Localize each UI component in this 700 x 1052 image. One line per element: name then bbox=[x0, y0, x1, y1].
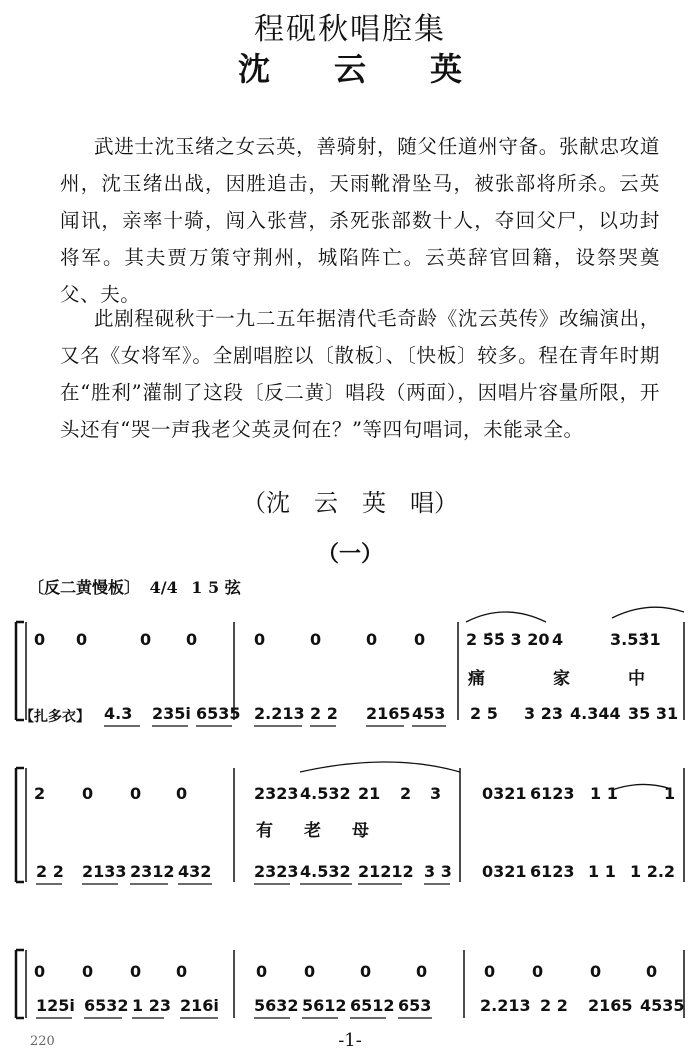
note: 0 bbox=[256, 962, 268, 981]
accomp-note: 1 2.2 bbox=[630, 862, 676, 881]
note: 2 bbox=[400, 784, 412, 803]
note: 0 bbox=[186, 630, 198, 649]
note: 0 bbox=[140, 630, 152, 649]
system-bracket bbox=[16, 768, 24, 882]
accomp-note: 5612 bbox=[302, 996, 347, 1015]
note: 1 bbox=[664, 784, 676, 803]
slur bbox=[466, 612, 546, 622]
note: 6123 bbox=[530, 784, 575, 803]
note: 0 bbox=[82, 784, 94, 803]
accomp-note: 2323 bbox=[254, 862, 299, 881]
note: 0 bbox=[34, 962, 46, 981]
accomp-note: 3 23 bbox=[524, 704, 563, 723]
lyric: 老 bbox=[304, 821, 321, 841]
accomp-note: 4.344 bbox=[570, 704, 621, 723]
note: 0 bbox=[130, 784, 142, 803]
accomp-note: 653 bbox=[398, 996, 432, 1015]
accomp-note: 6532 bbox=[84, 996, 129, 1015]
note: 0 bbox=[176, 784, 188, 803]
note: 0 bbox=[366, 630, 378, 649]
note: 2323 bbox=[254, 784, 299, 803]
accomp-note: 432 bbox=[178, 862, 212, 881]
note: 0 bbox=[416, 962, 428, 981]
note: 0 bbox=[646, 962, 658, 981]
lyric: 有 bbox=[256, 821, 273, 841]
system-bracket bbox=[16, 950, 24, 1018]
accomp-note: 1 23 bbox=[132, 996, 171, 1015]
note: 1 1 bbox=[590, 784, 618, 803]
slur bbox=[300, 762, 460, 772]
time-signature: 4/4 bbox=[149, 578, 178, 597]
piece-title: 沈 云 英 bbox=[237, 50, 462, 88]
accomp-note: 2165 bbox=[588, 996, 633, 1015]
accomp-note: 4.3 bbox=[104, 704, 133, 723]
accomp-note: 21212 bbox=[358, 862, 414, 881]
note: 0 bbox=[76, 630, 88, 649]
accomp-note: 4.532 bbox=[300, 862, 351, 881]
accomp-note: 6512 bbox=[350, 996, 395, 1015]
page-number: -1- bbox=[338, 1030, 362, 1051]
slur bbox=[612, 607, 684, 618]
accomp-note: 2133 bbox=[82, 862, 127, 881]
lyric: 家 bbox=[553, 669, 570, 689]
accomp-note: 2 2 bbox=[36, 862, 64, 881]
accomp-note: 2.213 bbox=[254, 704, 305, 723]
accomp-note: 453 bbox=[412, 704, 446, 723]
note: 0 bbox=[82, 962, 94, 981]
accomp-note: 6123 bbox=[530, 862, 575, 881]
accomp-note: 235i bbox=[152, 704, 191, 723]
part-number: （一） bbox=[316, 541, 383, 567]
note: 2 bbox=[34, 784, 46, 803]
note: 4 bbox=[552, 630, 564, 649]
intro-paragraph: 武进士沈玉绪之女云英，善骑射，随父任道州守备。张献忠攻道州，沈玉绪出战，因胜追击，天雨靴滑坠马，被张部将所杀。云英闻讯，亲率十骑，闯入张营，杀死张部数十人，夺回父尸，以功封将军。其夫贾万策守荆州，城陷阵亡。云英辞官回籍，设祭哭奠父、夫。 bbox=[60, 135, 660, 306]
accomp-note: 3 3 bbox=[424, 862, 452, 881]
accomp-note: 2 2 bbox=[310, 704, 338, 723]
note: 0 bbox=[254, 630, 266, 649]
note: 0 bbox=[532, 962, 544, 981]
note: 2 5̇5̇ 3 20 bbox=[466, 630, 550, 649]
lyric: 中 bbox=[628, 669, 645, 689]
accomp-note: 125i bbox=[36, 996, 75, 1015]
accompaniment-cue: 【扎多衣】 bbox=[20, 709, 90, 725]
accomp-note: 1 1 bbox=[588, 862, 616, 881]
book-title: 程砚秋唱腔集 bbox=[254, 12, 446, 47]
lyric: 痛 bbox=[468, 669, 485, 689]
accomp-note: 216i bbox=[180, 996, 219, 1015]
accomp-note: 0321 bbox=[482, 862, 527, 881]
accomp-note: 2.213 bbox=[480, 996, 531, 1015]
note: 21 bbox=[358, 784, 381, 803]
note: 4.532 bbox=[300, 784, 351, 803]
section-title: （沈 云 英 唱） bbox=[242, 489, 458, 517]
note: 3 bbox=[430, 784, 442, 803]
note: 0 bbox=[176, 962, 188, 981]
note: 0 bbox=[310, 630, 322, 649]
note: 0321 bbox=[482, 784, 527, 803]
tempo-text: 〔反二黄慢板〕 bbox=[28, 578, 141, 597]
note: 3.53̇1 bbox=[610, 630, 661, 649]
slur bbox=[612, 784, 668, 790]
note: 0 bbox=[484, 962, 496, 981]
intro-paragraph: 此剧程砚秋于一九二五年据清代毛奇龄《沈云英传》改编演出，又名《女将军》。全剧唱腔以〔散板〕、〔快板〕较多。程在青年时期在“胜利”灌制了这段〔反二黄〕唱段（两面），因唱片容量所限，开头还有“哭一声我老父英灵何在？”等四句唱词，未能录全。 bbox=[60, 307, 660, 441]
accomp-note: 2165 bbox=[366, 704, 411, 723]
accomp-note: 4535 bbox=[640, 996, 685, 1015]
accomp-note: 35 31 bbox=[628, 704, 679, 723]
tuning: 1 5 弦 bbox=[191, 578, 241, 597]
note: 0 bbox=[360, 962, 372, 981]
page-mark: 220 bbox=[30, 1034, 55, 1049]
note: 0 bbox=[590, 962, 602, 981]
accomp-note: 6535 bbox=[196, 704, 241, 723]
lyric: 母 bbox=[352, 821, 369, 841]
note: 0 bbox=[304, 962, 316, 981]
accomp-note: 2 2 bbox=[540, 996, 568, 1015]
note: 0 bbox=[130, 962, 142, 981]
accomp-note: 5632 bbox=[254, 996, 299, 1015]
note: 0 bbox=[34, 630, 46, 649]
note: 0 bbox=[414, 630, 426, 649]
tempo-marking bbox=[28, 575, 241, 598]
accomp-note: 2 5 bbox=[470, 704, 498, 723]
accomp-note: 2312 bbox=[130, 862, 175, 881]
